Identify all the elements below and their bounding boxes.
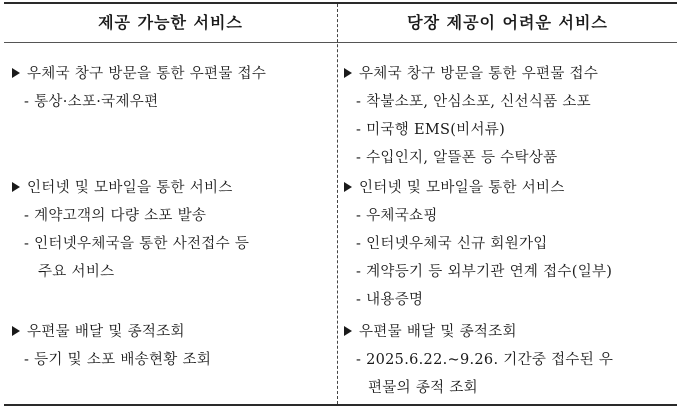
left-section-delivery [12,318,185,346]
list-item: - 등기 및 소포 배송현황 조회 [24,352,212,368]
right-section-counter [344,60,598,88]
bullet-triangle-icon [344,182,352,192]
list-item: - 수입인지, 알뜰폰 등 수탁상품 [356,150,558,166]
section-title: 우체국 창구 방문을 통한 우편물 접수 [359,66,599,82]
section-title: 우편물 배달 및 종적조회 [27,324,185,340]
bullet-triangle-icon [12,182,20,192]
list-item-continued: 편물의 종적 조회 [368,380,478,396]
list-item: - 계약등기 등 외부기관 연계 접수(일부) [356,264,613,280]
section-title: 인터넷 및 모바일을 통한 서비스 [359,180,565,196]
list-item: - 인터넷우체국을 통한 사전접수 등 [24,236,250,252]
left-section-counter [12,60,266,88]
bullet-triangle-icon [12,68,20,78]
list-item: - 통상·소포·국제우편 [24,94,159,110]
list-item-continued: 주요 서비스 [38,264,115,280]
list-item: - 계약고객의 다량 소포 발송 [24,208,207,224]
right-section-online [344,174,565,202]
left-section-online [12,174,233,202]
list-item: - 2025.6.22.~9.26. 기간중 접수된 우 [356,352,614,368]
header-available: 제공 가능한 서비스 [98,13,243,32]
list-item: - 내용증명 [356,292,424,308]
list-item: - 착불소포, 안심소포, 신선식품 소포 [356,94,591,110]
section-title: 우체국 창구 방문을 통한 우편물 접수 [27,66,267,82]
section-title: 우편물 배달 및 종적조회 [359,324,517,340]
right-section-delivery [344,318,517,346]
bullet-triangle-icon [344,68,352,78]
table-header [4,4,677,43]
list-item: - 우체국쇼핑 [356,208,438,224]
bullet-triangle-icon [12,326,20,336]
list-item: - 인터넷우체국 신규 회원가입 [356,236,548,252]
column-divider [337,4,338,404]
services-table [4,2,677,406]
header-unavailable: 당장 제공이 어려운 서비스 [407,13,608,32]
list-item: - 미국행 EMS(비서류) [356,122,506,138]
section-title: 인터넷 및 모바일을 통한 서비스 [27,180,233,196]
bullet-triangle-icon [344,326,352,336]
